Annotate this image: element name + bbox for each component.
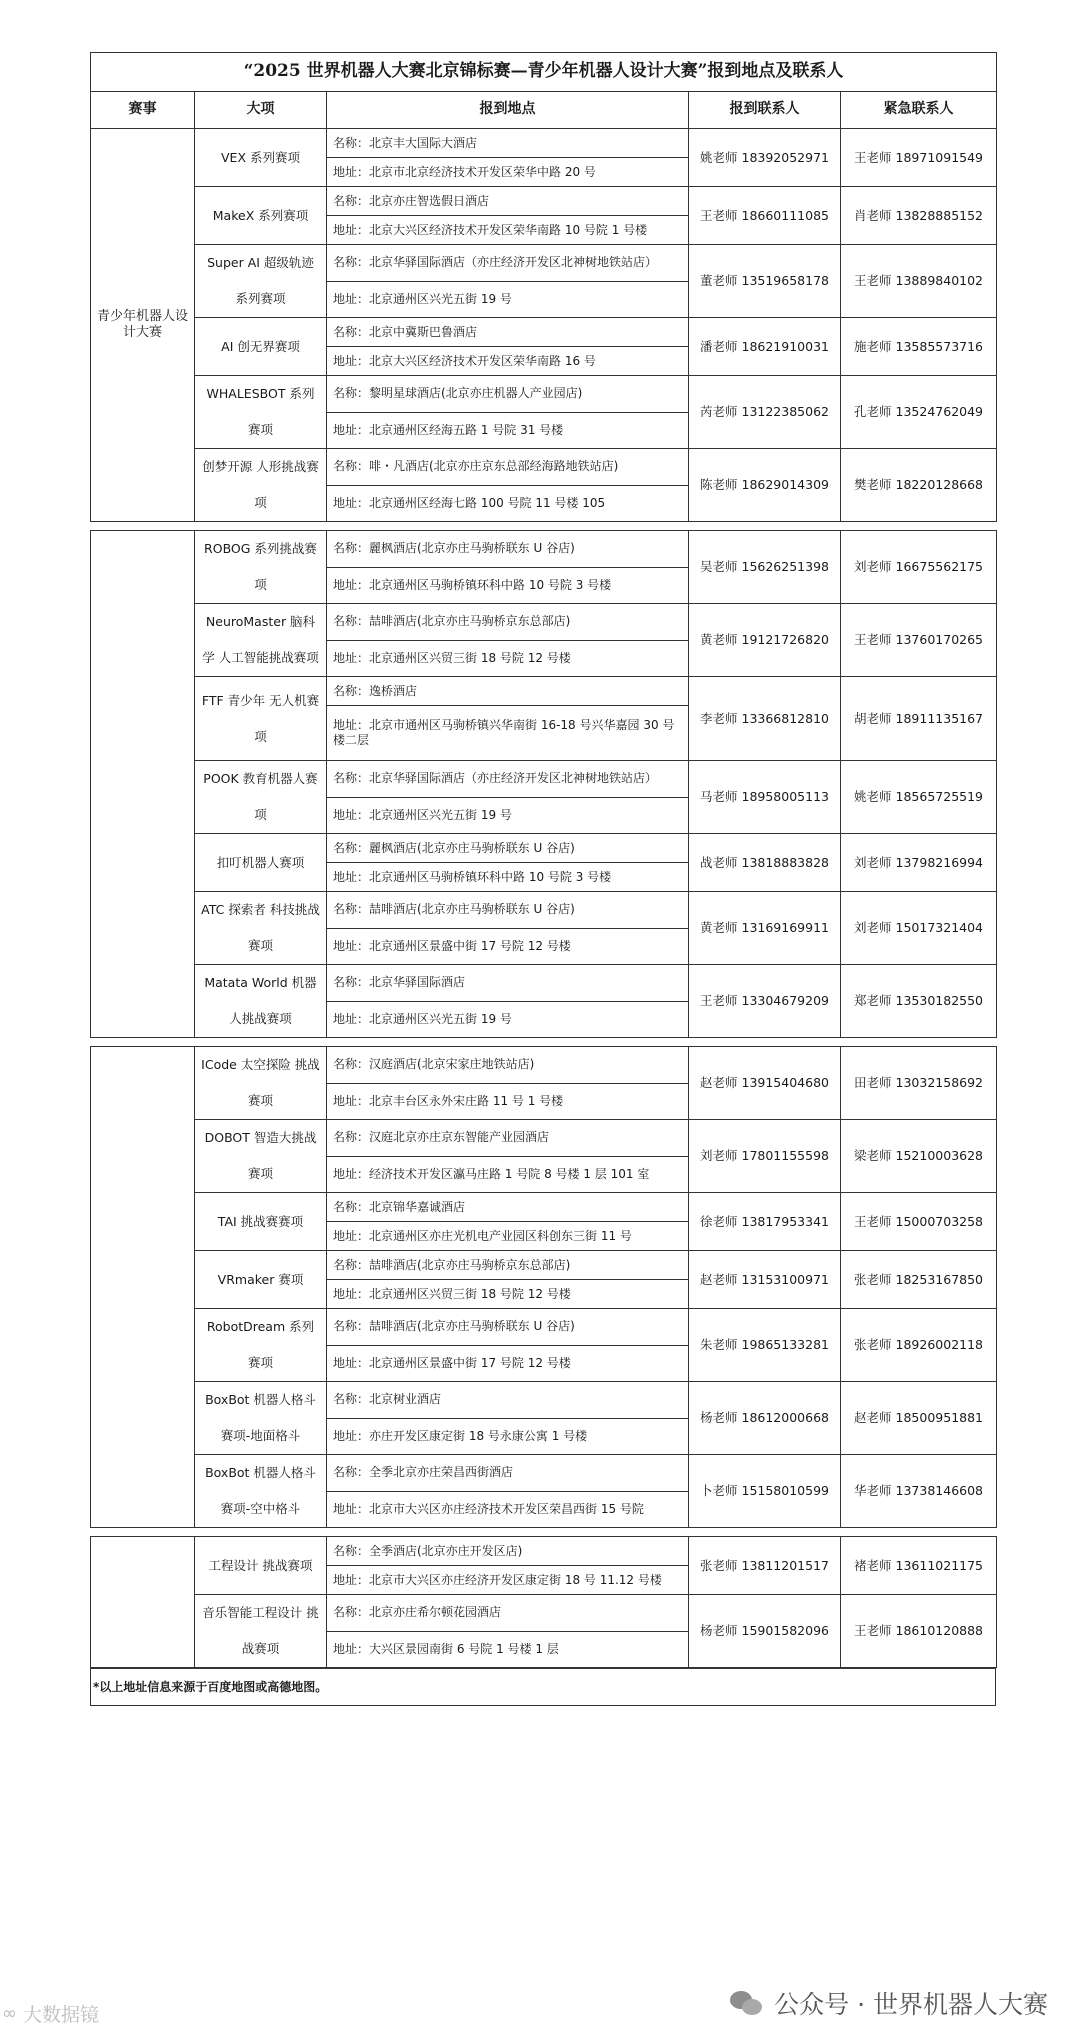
- category-cell: TAI 挑战赛赛项: [195, 1193, 327, 1251]
- emergency-contact-cell: 王老师 15000703258: [841, 1193, 997, 1251]
- location-address: 地址：北京通州区马驹桥镇环科中路 10 号院 3 号楼: [327, 567, 689, 604]
- contact-cell: 潘老师 18621910031: [689, 318, 841, 376]
- table-row: [91, 187, 997, 216]
- registration-table: [90, 52, 997, 1668]
- location-address: 地址：北京通州区兴光五街 19 号: [327, 1001, 689, 1038]
- table-row: [91, 1382, 997, 1419]
- table-row: [91, 1537, 997, 1566]
- table-title-row: [91, 53, 997, 92]
- emergency-contact-cell: 郑老师 13530182550: [841, 965, 997, 1038]
- location-name: 名称：北京树业酒店: [327, 1382, 689, 1419]
- location-name: 名称：啡・凡酒店(北京亦庄京东总部经海路地铁站店): [327, 449, 689, 486]
- category-cell: VEX 系列赛项: [195, 129, 327, 187]
- contact-cell: 战老师 13818883828: [689, 834, 841, 892]
- table-row: [91, 129, 997, 158]
- location-address: 地址：北京通州区兴贸三街 18 号院 12 号楼: [327, 1280, 689, 1309]
- category-cell: FTF 青少年 无人机赛项: [195, 677, 327, 761]
- contact-cell: 王老师 18660111085: [689, 187, 841, 245]
- location-address: 地址：大兴区景园南街 6 号院 1 号楼 1 层: [327, 1631, 689, 1668]
- emergency-contact-cell: 胡老师 18911135167: [841, 677, 997, 761]
- emergency-contact-cell: 赵老师 18500951881: [841, 1382, 997, 1455]
- location-address: 地址：北京通州区兴光五街 19 号: [327, 797, 689, 834]
- table-row: [91, 1595, 997, 1632]
- separator-cell: [91, 1038, 997, 1047]
- category-cell: DOBOT 智造大挑战赛项: [195, 1120, 327, 1193]
- location-name: 名称：喆啡酒店(北京亦庄马驹桥联东 U 谷店): [327, 1309, 689, 1346]
- emergency-contact-cell: 肖老师 13828885152: [841, 187, 997, 245]
- table-row: [91, 604, 997, 641]
- location-name: 名称：北京华驿国际酒店: [327, 965, 689, 1002]
- contact-cell: 芮老师 13122385062: [689, 376, 841, 449]
- table-row: [91, 965, 997, 1002]
- location-name: 名称：北京华驿国际酒店（亦庄经济开发区北神树地铁站店）: [327, 761, 689, 798]
- table-row: [91, 245, 997, 282]
- category-cell: Super AI 超级轨迹系列赛项: [195, 245, 327, 318]
- emergency-contact-cell: 华老师 13738146608: [841, 1455, 997, 1528]
- emergency-contact-cell: 王老师 18971091549: [841, 129, 997, 187]
- col-header-category: 大项: [195, 92, 327, 129]
- contact-cell: 李老师 13366812810: [689, 677, 841, 761]
- emergency-contact-cell: 施老师 13585573716: [841, 318, 997, 376]
- wechat-icon: [730, 1989, 764, 2017]
- category-cell: VRmaker 赛项: [195, 1251, 327, 1309]
- category-cell: MakeX 系列赛项: [195, 187, 327, 245]
- emergency-contact-cell: 樊老师 18220128668: [841, 449, 997, 522]
- group-separator: [91, 1528, 997, 1537]
- table-row: [91, 318, 997, 347]
- category-cell: 扣叮机器人赛项: [195, 834, 327, 892]
- contact-cell: 王老师 13304679209: [689, 965, 841, 1038]
- table-row: [91, 376, 997, 413]
- category-cell: 工程设计 挑战赛项: [195, 1537, 327, 1595]
- contact-cell: 卜老师 15158010599: [689, 1455, 841, 1528]
- source-watermark: [2, 2000, 99, 2027]
- location-address: 地址：北京市通州区马驹桥镇兴华南街 16-18 号兴华嘉园 30 号楼二层: [327, 706, 689, 761]
- location-address: 地址：北京丰台区永外宋庄路 11 号 1 号楼: [327, 1083, 689, 1120]
- col-header-event: 赛事: [91, 92, 195, 129]
- category-cell: ATC 探索者 科技挑战赛项: [195, 892, 327, 965]
- location-name: 名称：逸桥酒店: [327, 677, 689, 706]
- table-row: [91, 1251, 997, 1280]
- table-row: [91, 677, 997, 706]
- contact-cell: 黄老师 19121726820: [689, 604, 841, 677]
- emergency-contact-cell: 孔老师 13524762049: [841, 376, 997, 449]
- location-address: 地址：北京通州区经海五路 1 号院 31 号楼: [327, 412, 689, 449]
- location-name: 名称：北京亦庄智选假日酒店: [327, 187, 689, 216]
- col-header-emergency: 紧急联系人: [841, 92, 997, 129]
- category-cell: BoxBot 机器人格斗 赛项-地面格斗: [195, 1382, 327, 1455]
- separator-cell: [91, 522, 997, 531]
- table-row: [91, 1047, 997, 1084]
- location-name: 名称：麗枫酒店(北京亦庄马驹桥联东 U 谷店): [327, 834, 689, 863]
- table-row: [91, 834, 997, 863]
- group-separator: [91, 1038, 997, 1047]
- location-name: 名称：汉庭北京亦庄京东智能产业园酒店: [327, 1120, 689, 1157]
- emergency-contact-cell: 梁老师 15210003628: [841, 1120, 997, 1193]
- category-cell: NeuroMaster 脑科学 人工智能挑战赛项: [195, 604, 327, 677]
- table-row: [91, 531, 997, 568]
- wechat-watermark: [730, 1985, 1048, 2021]
- location-name: 名称：北京丰大国际大酒店: [327, 129, 689, 158]
- contact-cell: 陈老师 18629014309: [689, 449, 841, 522]
- location-address: 地址：北京通州区景盛中街 17 号院 12 号楼: [327, 928, 689, 965]
- emergency-contact-cell: 王老师 13760170265: [841, 604, 997, 677]
- watermark-logo-icon: ∞: [2, 2003, 17, 2024]
- location-address: 地址：北京市大兴区亦庄经济技术开发区荣昌西街 15 号院: [327, 1491, 689, 1528]
- location-address: 地址：北京通州区马驹桥镇环科中路 10 号院 3 号楼: [327, 863, 689, 892]
- category-cell: Matata World 机器人挑战赛项: [195, 965, 327, 1038]
- category-cell: POOK 教育机器人赛项: [195, 761, 327, 834]
- table-row: [91, 892, 997, 929]
- table-row: [91, 761, 997, 798]
- contact-cell: 赵老师 13153100971: [689, 1251, 841, 1309]
- emergency-contact-cell: 王老师 13889840102: [841, 245, 997, 318]
- location-name: 名称：北京华驿国际酒店（亦庄经济开发区北神树地铁站店）: [327, 245, 689, 282]
- location-name: 名称：全季酒店(北京亦庄开发区店): [327, 1537, 689, 1566]
- contact-cell: 赵老师 13915404680: [689, 1047, 841, 1120]
- category-cell: ROBOG 系列挑战赛项: [195, 531, 327, 604]
- category-cell: WHALESBOT 系列赛项: [195, 376, 327, 449]
- location-name: 名称：北京中冀斯巴鲁酒店: [327, 318, 689, 347]
- contact-cell: 杨老师 15901582096: [689, 1595, 841, 1668]
- table-row: [91, 1309, 997, 1346]
- contact-cell: 徐老师 13817953341: [689, 1193, 841, 1251]
- location-address: 地址：北京市北京经济技术开发区荣华中路 20 号: [327, 158, 689, 187]
- location-address: 地址：北京通州区景盛中街 17 号院 12 号楼: [327, 1345, 689, 1382]
- event-cell: [91, 531, 195, 1038]
- table-row: [91, 1120, 997, 1157]
- location-name: 名称：喆啡酒店(北京亦庄马驹桥京东总部店): [327, 604, 689, 641]
- contact-cell: 张老师 13811201517: [689, 1537, 841, 1595]
- location-address: 地址：北京通州区兴光五街 19 号: [327, 281, 689, 318]
- location-address: 地址：北京市大兴区亦庄经济开发区康定街 18 号 11.12 号楼: [327, 1566, 689, 1595]
- location-address: 地址：北京通州区兴贸三街 18 号院 12 号楼: [327, 640, 689, 677]
- location-address: 地址：北京通州区亦庄光机电产业园区科创东三街 11 号: [327, 1222, 689, 1251]
- category-cell: RobotDream 系列赛项: [195, 1309, 327, 1382]
- separator-cell: [91, 1528, 997, 1537]
- contact-cell: 杨老师 18612000668: [689, 1382, 841, 1455]
- event-cell: [91, 1537, 195, 1668]
- emergency-contact-cell: 褚老师 13611021175: [841, 1537, 997, 1595]
- emergency-contact-cell: 刘老师 16675562175: [841, 531, 997, 604]
- contact-cell: 吴老师 15626251398: [689, 531, 841, 604]
- header-row: [91, 92, 997, 129]
- table-row: [91, 449, 997, 486]
- contact-cell: 董老师 13519658178: [689, 245, 841, 318]
- table-row: [91, 1455, 997, 1492]
- page-title: “2025 世界机器人大赛北京锦标赛—青少年机器人设计大赛”报到地点及联系人: [91, 53, 997, 92]
- emergency-contact-cell: 张老师 18253167850: [841, 1251, 997, 1309]
- location-address: 地址：经济技术开发区瀛马庄路 1 号院 8 号楼 1 层 101 室: [327, 1156, 689, 1193]
- emergency-contact-cell: 姚老师 18565725519: [841, 761, 997, 834]
- event-cell: 青少年机器人设计大赛: [91, 129, 195, 522]
- location-name: 名称：喆啡酒店(北京亦庄马驹桥京东总部店): [327, 1251, 689, 1280]
- group-separator: [91, 522, 997, 531]
- wechat-account-text: 公众号 · 世界机器人大赛: [774, 1990, 1048, 2019]
- category-cell: 创梦开源 人形挑战赛项: [195, 449, 327, 522]
- location-address: 地址：北京通州区经海七路 100 号院 11 号楼 105: [327, 485, 689, 522]
- document: [90, 52, 996, 1706]
- location-address: 地址：北京大兴区经济技术开发区荣华南路 16 号: [327, 347, 689, 376]
- emergency-contact-cell: 张老师 18926002118: [841, 1309, 997, 1382]
- contact-cell: 姚老师 18392052971: [689, 129, 841, 187]
- col-header-contact: 报到联系人: [689, 92, 841, 129]
- category-cell: 音乐智能工程设计 挑战赛项: [195, 1595, 327, 1668]
- location-name: 名称：喆啡酒店(北京亦庄马驹桥联东 U 谷店): [327, 892, 689, 929]
- emergency-contact-cell: 田老师 13032158692: [841, 1047, 997, 1120]
- contact-cell: 黄老师 13169169911: [689, 892, 841, 965]
- table-row: [91, 1193, 997, 1222]
- contact-cell: 刘老师 17801155598: [689, 1120, 841, 1193]
- category-cell: AI 创无界赛项: [195, 318, 327, 376]
- location-name: 名称：汉庭酒店(北京宋家庄地铁站店): [327, 1047, 689, 1084]
- location-name: 名称：北京亦庄希尔顿花园酒店: [327, 1595, 689, 1632]
- location-name: 名称：北京锦华嘉诚酒店: [327, 1193, 689, 1222]
- event-cell: [91, 1047, 195, 1528]
- contact-cell: 朱老师 19865133281: [689, 1309, 841, 1382]
- source-note: *以上地址信息来源于百度地图或高德地图。: [90, 1668, 996, 1706]
- location-address: 地址：亦庄开发区康定街 18 号永康公寓 1 号楼: [327, 1418, 689, 1455]
- emergency-contact-cell: 刘老师 15017321404: [841, 892, 997, 965]
- location-name: 名称：麗枫酒店(北京亦庄马驹桥联东 U 谷店): [327, 531, 689, 568]
- col-header-location: 报到地点: [327, 92, 689, 129]
- location-name: 名称：黎明星球酒店(北京亦庄机器人产业园店): [327, 376, 689, 413]
- location-address: 地址：北京大兴区经济技术开发区荣华南路 10 号院 1 号楼: [327, 216, 689, 245]
- category-cell: ICode 太空探险 挑战赛项: [195, 1047, 327, 1120]
- location-name: 名称：全季北京亦庄荣昌西街酒店: [327, 1455, 689, 1492]
- category-cell: BoxBot 机器人格斗 赛项-空中格斗: [195, 1455, 327, 1528]
- contact-cell: 马老师 18958005113: [689, 761, 841, 834]
- emergency-contact-cell: 王老师 18610120888: [841, 1595, 997, 1668]
- emergency-contact-cell: 刘老师 13798216994: [841, 834, 997, 892]
- watermark-left-text: 大数据镜: [23, 2004, 100, 2026]
